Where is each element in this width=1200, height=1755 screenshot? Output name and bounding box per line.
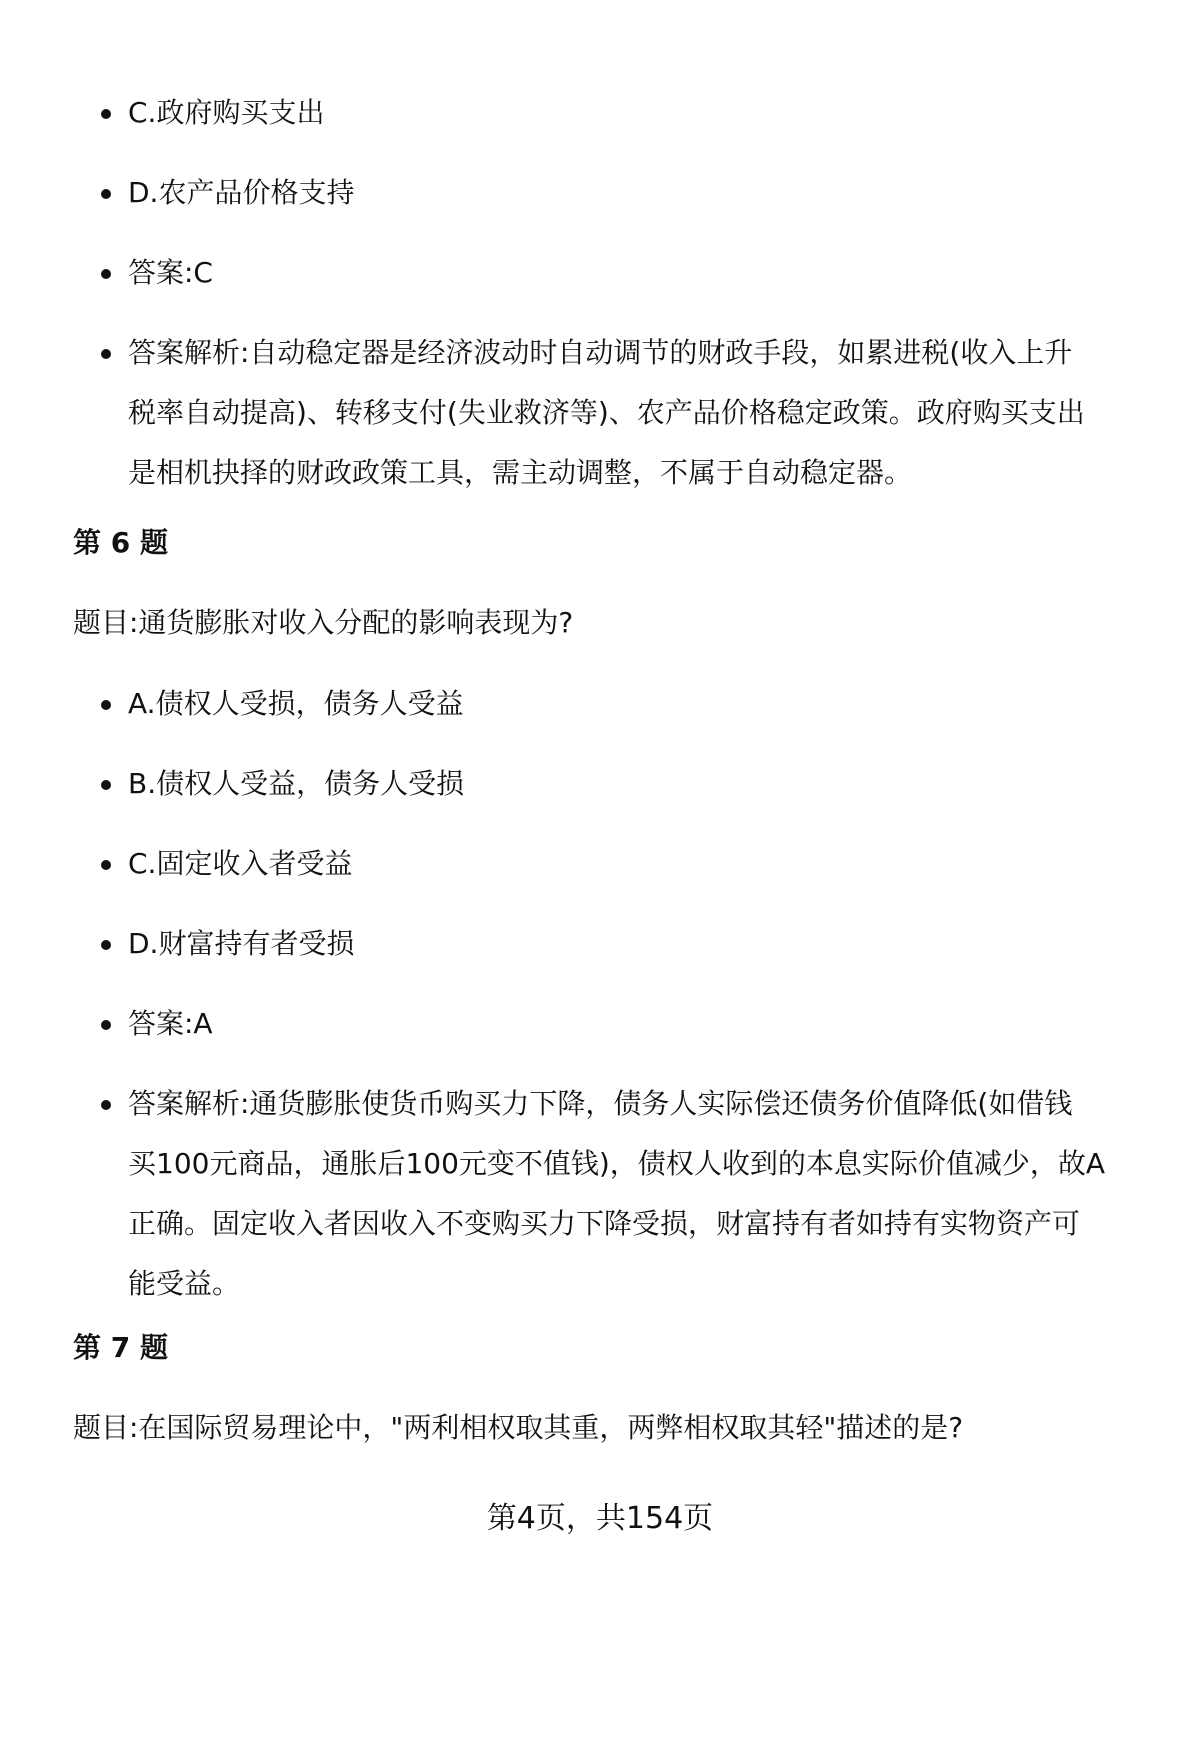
option-d — [128, 914, 1148, 974]
option-text: C.政府购买支出 — [128, 96, 325, 129]
answer-text: 答案:A — [128, 1007, 213, 1040]
answer-explanation — [128, 323, 1148, 503]
option-c — [128, 83, 1148, 143]
answer — [128, 994, 1148, 1054]
explanation-line: 答案解析:通货膨胀使货币购买力下降，债务人实际偿还债务价值降低(如借钱 — [128, 1087, 1073, 1120]
answer — [128, 243, 1148, 303]
question-7-text: 题目:在国际贸易理论中，"两利相权取其重，两弊相权取其轻"描述的是? — [73, 1411, 964, 1444]
explanation-line: 答案解析:自动稳定器是经济波动时自动调节的财政手段，如累进税(收入上升 — [128, 336, 1073, 369]
answer-explanation — [128, 1074, 1148, 1314]
option-b — [128, 754, 1148, 814]
option-d — [128, 163, 1148, 223]
option-text: A.债权人受损，债务人受益 — [128, 687, 464, 720]
explanation-line: 税率自动提高)、转移支付(失业救济等)、农产品价格稳定政策。政府购买支出 — [128, 396, 1085, 429]
option-text: D.农产品价格支持 — [128, 176, 355, 209]
explanation-line: 正确。固定收入者因收入不变购买力下降受损，财富持有者如持有实物资产可 — [128, 1207, 1081, 1240]
question-6-heading: 第 6 题 — [73, 526, 168, 559]
option-text: C.固定收入者受益 — [128, 847, 353, 880]
explanation-line: 买100元商品，通胀后100元变不值钱)，债权人收到的本息实际价值减少，故A — [128, 1147, 1105, 1180]
option-c — [128, 834, 1148, 894]
option-text: B.债权人受益，债务人受损 — [128, 767, 465, 800]
option-text: D.财富持有者受损 — [128, 927, 355, 960]
answer-text: 答案:C — [128, 256, 213, 289]
option-a — [128, 674, 1148, 734]
explanation-line: 是相机抉择的财政政策工具，需主动调整，不属于自动稳定器。 — [128, 456, 913, 489]
question-6-text: 题目:通货膨胀对收入分配的影响表现为? — [73, 606, 574, 639]
question-7-heading: 第 7 题 — [73, 1331, 168, 1364]
page-indicator: 第4页，共154页 — [486, 1501, 714, 1536]
explanation-line: 能受益。 — [128, 1267, 241, 1300]
